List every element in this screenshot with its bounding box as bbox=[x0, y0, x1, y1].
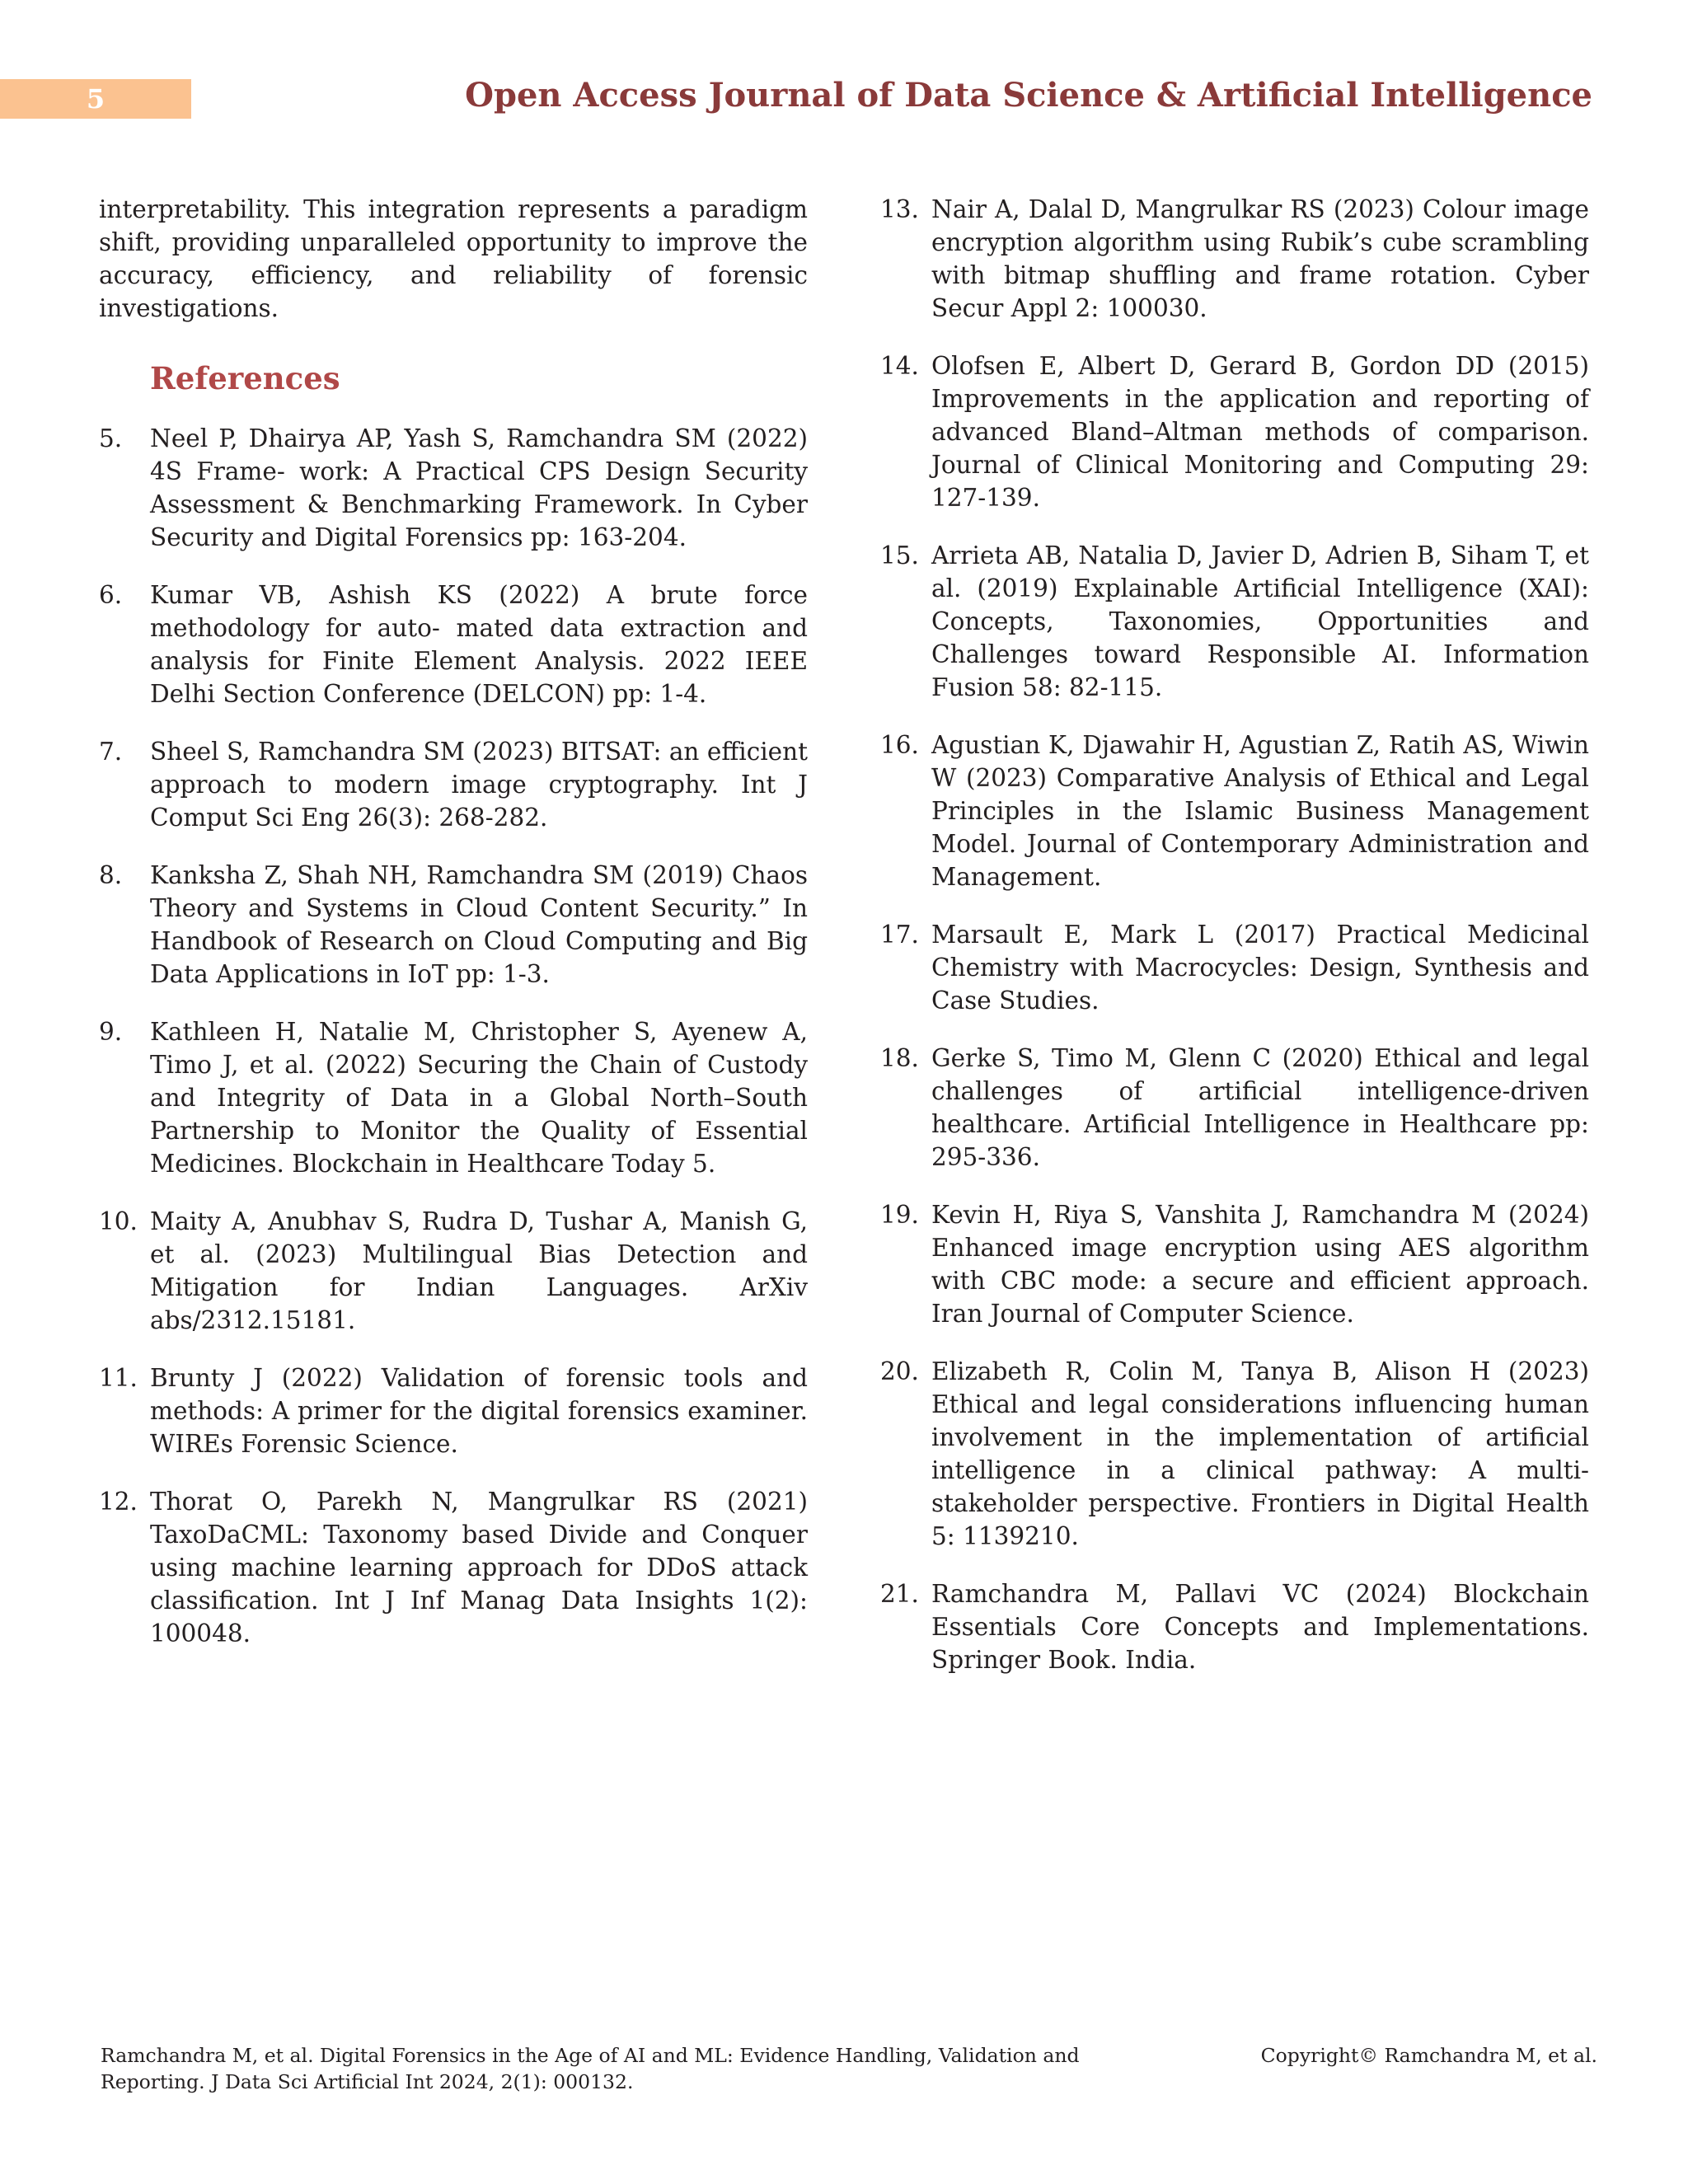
reference-number: 18. bbox=[880, 1044, 919, 1072]
reference-text: Elizabeth R, Colin M, Tanya B, Alison H (2023) Ethical and legal considerations influencing human involvement in the implementation of artificial intelligence in a clinical pathway: A multi-stakeholder perspective. Frontiers in Digital Health 5: 1139210. bbox=[931, 1357, 1589, 1550]
reference-number: 6. bbox=[99, 581, 123, 609]
reference-item bbox=[880, 193, 1589, 325]
reference-text: Kathleen H, Natalie M, Christopher S, Ayenew A, Timo J, et al. (2022) Securing the Chain of Custody and Integrity of Data in a Global North–South Partnership to Monitor the Quality of Essential Medicines. Blockchain in Healthcare Today 5. bbox=[150, 1018, 808, 1178]
reference-item bbox=[99, 859, 808, 991]
reference-number: 11. bbox=[99, 1364, 138, 1392]
reference-text: Arrieta AB, Natalia D, Javier D, Adrien B, Siham T, et al. (2019) Explainable Artificial Intelligence (XAI): Concepts, Taxonomies, Opportunities and Challenges toward Responsible AI. Information Fusion 58: 82-115. bbox=[931, 541, 1589, 701]
reference-text: Kumar VB, Ashish KS (2022) A brute force methodology for auto- mated data extraction and analysis for Finite Element Analysis. 2022 IEEE Delhi Section Conference (DELCON) pp: 1-4. bbox=[150, 581, 808, 708]
reference-item bbox=[880, 729, 1589, 893]
reference-text: Nair A, Dalal D, Mangrulkar RS (2023) Colour image encryption algorithm using Rubik’s cube scrambling with bitmap shuffling and frame rotation. Cyber Secur Appl 2: 100030. bbox=[931, 195, 1589, 322]
journal-title: Open Access Journal of Data Science & Artificial Intelligence bbox=[465, 76, 1592, 115]
reference-item bbox=[99, 1015, 808, 1180]
reference-item bbox=[880, 918, 1589, 1017]
right-column bbox=[880, 193, 1589, 1701]
reference-item bbox=[99, 1205, 808, 1337]
reference-text: Marsault E, Mark L (2017) Practical Medicinal Chemistry with Macrocycles: Design, Synthesis and Case Studies. bbox=[931, 921, 1589, 1015]
reference-text: Agustian K, Djawahir H, Agustian Z, Ratih AS, Wiwin W (2023) Comparative Analysis of Ethical and Legal Principles in the Islamic Business Management Model. Journal of Contemporary Administration and Management. bbox=[931, 731, 1589, 891]
reference-text: Neel P, Dhairya AP, Yash S, Ramchandra SM (2022) 4S Frame- work: A Practical CPS Design Security Assessment & Benchmarking Framework. In Cyber Security and Digital Forensics pp: 163-204. bbox=[150, 424, 808, 551]
reference-number: 12. bbox=[99, 1488, 138, 1516]
left-column bbox=[99, 193, 808, 1675]
reference-item bbox=[880, 1355, 1589, 1553]
reference-text: Sheel S, Ramchandra SM (2023) BITSAT: an efficient approach to modern image cryptography. Int J Comput Sci Eng 26(3): 268-282. bbox=[150, 738, 808, 832]
intro-paragraph: interpretability. This integration represents a paradigm shift, providing unparalleled opportunity to improve the accuracy, efficiency, and reliability of forensic investigations. bbox=[99, 195, 808, 322]
reference-text: Maity A, Anubhav S, Rudra D, Tushar A, Manish G, et al. (2023) Multilingual Bias Detection and Mitigation for Indian Languages. ArXiv abs/2312.15181. bbox=[150, 1207, 808, 1334]
reference-number: 17. bbox=[880, 921, 919, 949]
reference-text: Kanksha Z, Shah NH, Ramchandra SM (2019) Chaos Theory and Systems in Cloud Content Security.” In Handbook of Research on Cloud Computing and Big Data Applications in IoT pp: 1-3. bbox=[150, 861, 808, 988]
reference-number: 5. bbox=[99, 424, 123, 452]
reference-number: 13. bbox=[880, 195, 919, 223]
reference-list-right bbox=[880, 193, 1589, 1676]
reference-item bbox=[99, 422, 808, 554]
reference-text: Brunty J (2022) Validation of forensic tools and methods: A primer for the digital forensics examiner. WIREs Forensic Science. bbox=[150, 1364, 808, 1458]
reference-item bbox=[880, 1198, 1589, 1330]
footer-citation: Ramchandra M, et al. Digital Forensics in the Age of AI and ML: Evidence Handling, Validation and Reporting. J Data Sci Artificial Int 2024, 2(1): 000132. bbox=[101, 2044, 1080, 2093]
reference-number: 9. bbox=[99, 1018, 123, 1046]
reference-item bbox=[99, 1485, 808, 1650]
reference-item bbox=[880, 1042, 1589, 1174]
reference-item bbox=[99, 735, 808, 834]
reference-number: 16. bbox=[880, 731, 919, 759]
reference-list-left bbox=[99, 422, 808, 1650]
references-heading: References bbox=[150, 360, 340, 396]
footer-copyright: Copyright© Ramchandra M, et al. bbox=[1260, 2044, 1597, 2067]
reference-text: Ramchandra M, Pallavi VC (2024) Blockchain Essentials Core Concepts and Implementations. Springer Book. India. bbox=[931, 1580, 1589, 1674]
reference-number: 20. bbox=[880, 1357, 919, 1385]
reference-number: 15. bbox=[880, 541, 919, 569]
reference-text: Kevin H, Riya S, Vanshita J, Ramchandra M (2024) Enhanced image encryption using AES algorithm with CBC mode: a secure and efficient approach. Iran Journal of Computer Science. bbox=[931, 1201, 1589, 1328]
reference-number: 8. bbox=[99, 861, 123, 889]
reference-item bbox=[880, 539, 1589, 704]
reference-item bbox=[99, 579, 808, 710]
reference-number: 19. bbox=[880, 1201, 919, 1229]
reference-text: Olofsen E, Albert D, Gerard B, Gordon DD (2015) Improvements in the application and reporting of advanced Bland–Altman methods of comparison. Journal of Clinical Monitoring and Computing 29: 127-139. bbox=[931, 352, 1589, 512]
reference-number: 14. bbox=[880, 352, 919, 380]
reference-number: 10. bbox=[99, 1207, 138, 1235]
page-number: 5 bbox=[0, 79, 191, 119]
reference-number: 21. bbox=[880, 1580, 919, 1608]
reference-text: Thorat O, Parekh N, Mangrulkar RS (2021) TaxoDaCML: Taxonomy based Divide and Conquer using machine learning approach for DDoS attack classification. Int J Inf Manag Data Insights 1(2): 100048. bbox=[150, 1488, 808, 1647]
reference-number: 7. bbox=[99, 738, 123, 766]
reference-item bbox=[880, 1577, 1589, 1676]
reference-item bbox=[99, 1361, 808, 1460]
reference-text: Gerke S, Timo M, Glenn C (2020) Ethical and legal challenges of artificial intelligence-driven healthcare. Artificial Intelligence in Healthcare pp: 295-336. bbox=[931, 1044, 1589, 1171]
reference-item bbox=[880, 349, 1589, 514]
